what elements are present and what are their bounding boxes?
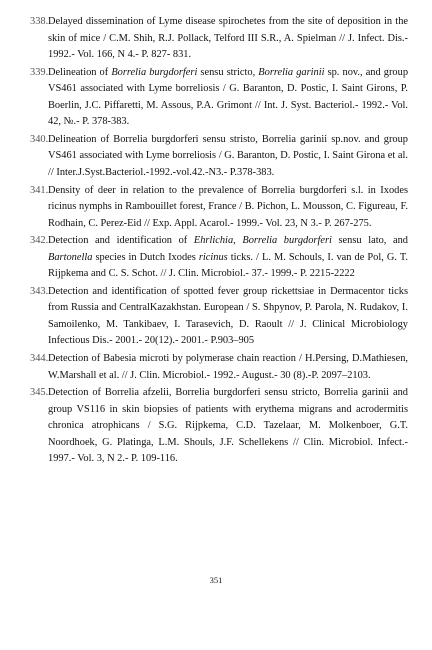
reference-text [48,185,408,229]
reference-text [48,286,408,347]
italic-segment: Bartonella [48,251,93,263]
italic-segment: Ehrlichia, Borrelia burgdorferi [193,235,332,247]
reference-number: 338. [30,16,49,27]
text-segment: Detection and identification of spotted fever group rickettsiae in Dermacentor ticks from Russia and CentralKazakhstan. European / S. Shpynov, P. Parola, N. Rudakov, I. Samoilenko, M. Tankibaev, I. Tarasevich, D. Raoult // J. Clinical Microbiology Infectious Dis.- 2001.- 20(12).- 2001.- P.903–905 [48,285,408,347]
page-number: 351 [209,575,223,585]
text-segment: Delayed dissemination of Lyme disease spirochetes from the site of deposition in the skin of mice / C.M. Shih, R.J. Pollack, Telford III S.R., A. Spielman // J. Infect. Dis.- 1992.- Vol. 166, N 4.- P. 827- 831. [48,16,408,60]
reference-number: 345. [30,387,49,399]
text-segment: Delineation of Borrelia burgdorferi sensu stristo, Borrelia garinii sp.nov. and group VS461 associated with Lyme borreliosis / G. Baranton, D. Postic, I. Saint Girona et al. // Inter.J.Syst.Bacteriol.-1992.-vol.42.-N3.- P.378-383. [48,133,408,178]
reference-number: 339. [30,66,49,78]
text-segment: Density of deer in relation to the prevalence of Borrelia burgdorferi s.l. in Ixodes ricinus nymphs in Rambouillet forest, France / B. Pichon, L. Mousson, C. Figureau, F. Rodhain, C. Perez-Eid // Exp. Appl. Acarol.- 1999.- Vol. 23, N 3.- P. 267-275. [48,184,408,229]
reference-item [30,284,408,350]
reference-number: 343. [30,285,49,297]
reference-item [30,14,408,64]
reference-number: 340. [30,133,49,145]
reference-text [48,387,408,464]
text-segment: sp. nov., and group VS461 associated with Lyme borreliosis / G. Baranton, D. Postic, I. Saint Girons, P. Boerlin, J.C. Piffaretti, M. Assous, P.A. Grimont // Int. J. Syst. Bacteriol.- 1992.- Vol. 42, №.- P. 378-383. [48,66,409,128]
reference-text [48,67,408,128]
reference-item [30,183,408,233]
reference-item [30,132,408,182]
reference-item [30,351,408,384]
text-segment: sensu lato, and [331,235,408,247]
text-segment: Detection of Babesia microti by polymerase chain reaction / H.Persing, D.Mathiesen, W.Marshall et al. // J. Clin. Microbiol.- 1992.- August.- 30 (8).-P. 2097–2103. [48,353,408,381]
reference-text [48,353,408,381]
italic-segment: ricinus [198,251,228,263]
italic-segment: Borrelia burgdorferi [111,66,198,78]
reference-number: 341. [30,184,49,196]
reference-number: 344. [30,353,49,365]
text-segment: Delineation of [48,66,112,78]
text-segment: sensu stricto, [197,66,259,78]
reference-text [48,16,408,60]
text-segment: Detection of Borrelia afzelii, Borrelia burgdorferi sensu stricto, Borrelia garinii and group VS116 in skin biopsies of patients with erythema migrans and acrodermitis chronica atrophicans / S.G. Rijpkema, C.D. Tazelaar, M. Molkenboer, G.T. Noordhoek, G. Platinga, L.M. Shouls, J.F. Schellekens // Clin. Microbiol. Infect.- 1997.- Vol. 3, N 2.- P. 109-116. [48,387,408,465]
reference-number: 342. [30,235,49,247]
text-segment: Detection and identification of [48,235,194,247]
reference-item [30,385,408,468]
reference-item [30,65,408,131]
reference-list [30,14,408,468]
italic-segment: Borrelia garinii [258,66,325,78]
text-segment: species in Dutch Ixodes [92,251,199,263]
text-segment: ticks. / L. M. Schouls, I. van de Pol, G. T. Rijpkema and C. S. Schot. // J. Clin. Microbiol.- 37.- 1999.- P. 2215-2222 [48,251,409,280]
reference-text [48,235,408,279]
reference-text [48,134,408,178]
reference-item [30,233,408,283]
